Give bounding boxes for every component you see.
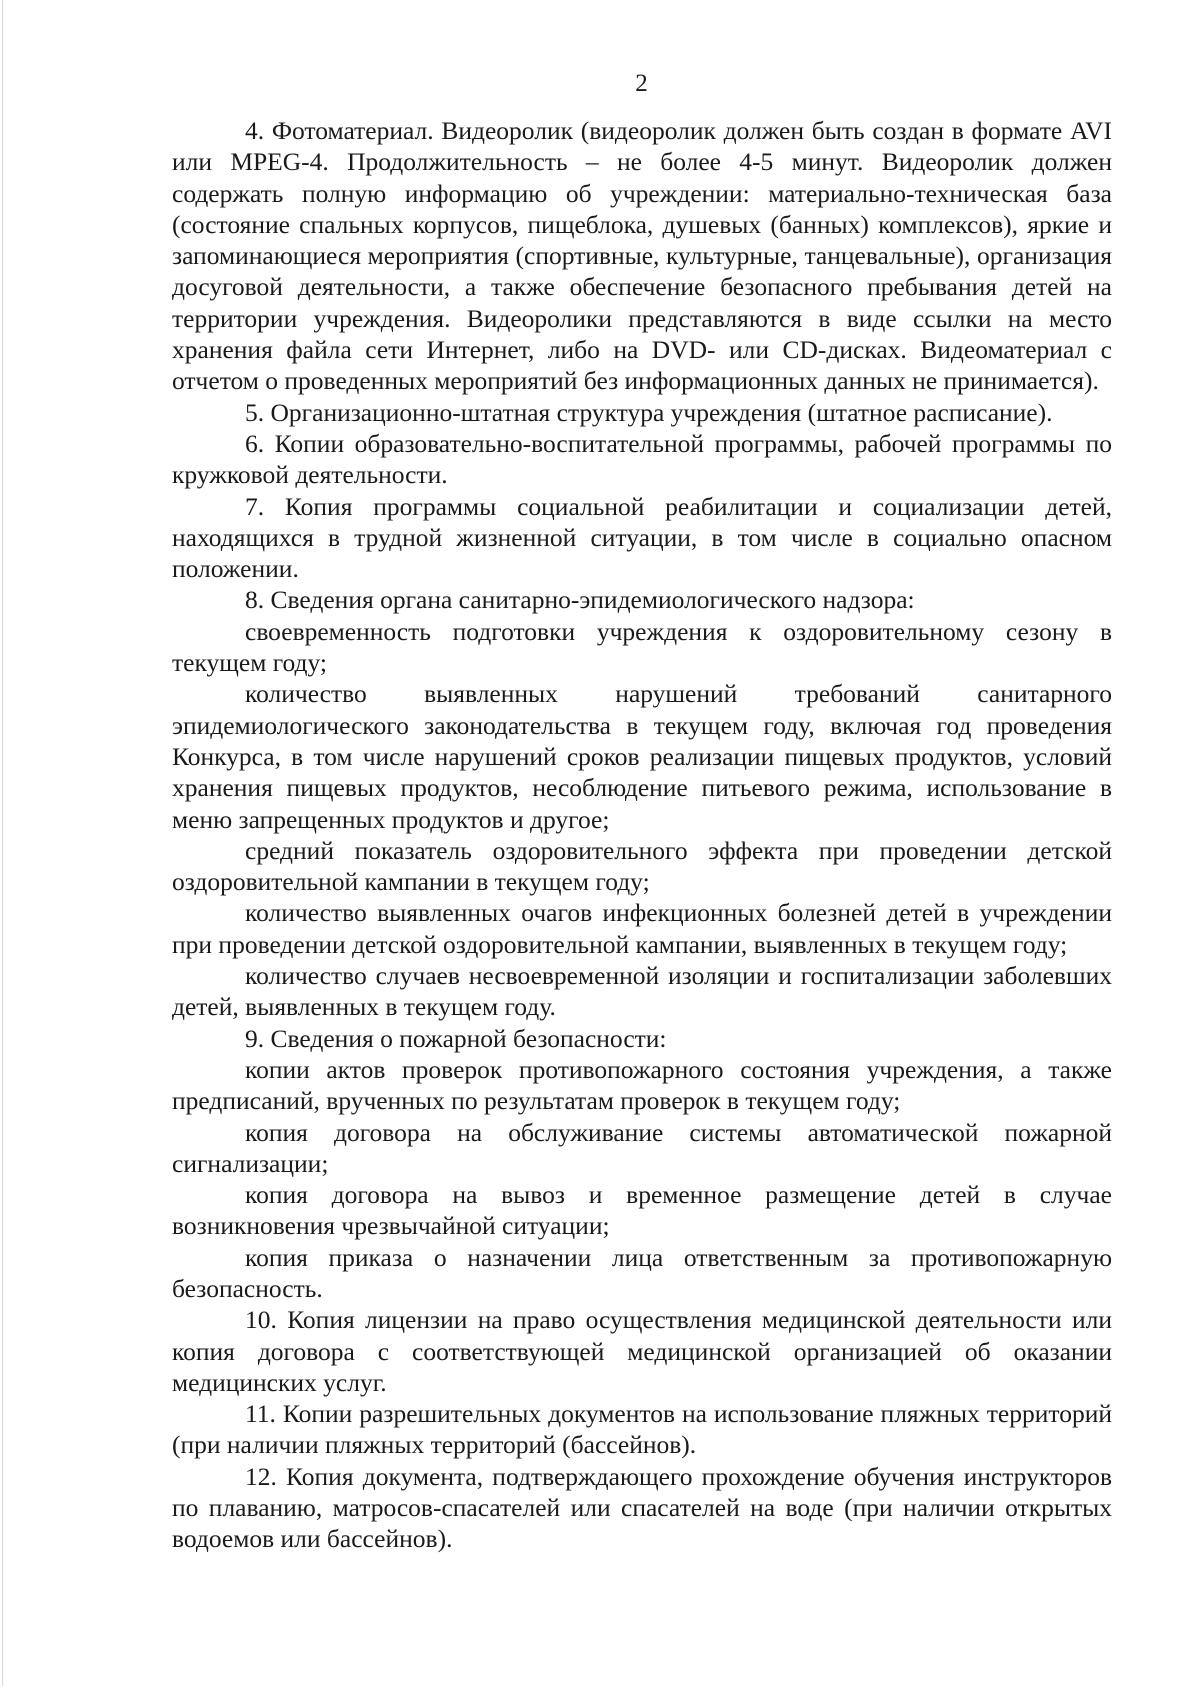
- paragraph-item-8-infection-foci: количество выявленных очагов инфекционных болезней детей в учреждении при проведении детской оздоровительной кампании, выявленных в текущем году;: [172, 898, 1112, 959]
- paragraph-item-8-health-effect: средний показатель оздоровительного эффекта при проведении детской оздоровительной кампании в текущем году;: [172, 835, 1112, 897]
- paragraph-item-8-timeliness: своевременность подготовки учреждения к оздоровительному сезону в текущем году;: [172, 616, 1112, 678]
- paragraph-item-9-evacuation-contract: копия договора на вывоз и временное размещение детей в случае возникновения чрезвычайной ситуации;: [172, 1180, 1112, 1241]
- paragraph-item-8: 8. Сведения органа санитарно-эпидемиологического надзора:: [245, 585, 915, 615]
- paragraph-item-9-responsible-order: копия приказа о назначении лица ответственным за противопожарную безопасность.: [172, 1242, 1112, 1303]
- paragraph-item-10: 10. Копия лицензии на право осуществления медицинской деятельности или копия договора с соответствующей медицинской организацией об оказании медицинских услуг.: [172, 1305, 1112, 1397]
- paragraph-item-4: 4. Фотоматериал. Видеоролик (видеоролик должен быть создан в формате AVI или MPEG-4. Продолжительность – не более 4-5 минут. Видеоролик должен содержать полную информацию об учреждении: материально-техническая база (состояние спальных корпусов, пищеблока, душевых (банных) комплексов), яркие и запоминающиеся мероприятия (спортивные, культурные, танцевальные), организация досуговой деятельности, а также обеспечение безопасного пребывания детей на территории учреждения. Видеоролики представляются в виде ссылки на место хранения файла сети Интернет, либо на DVD- или CD-дисках. Видеоматериал с отчетом о проведенных мероприятий без информационных данных не принимается).: [172, 116, 1112, 396]
- paragraph-item-8-isolation: количество случаев несвоевременной изоляции и госпитализации заболевших детей, выявленных в текущем году.: [172, 961, 1112, 1022]
- paragraph-item-6: 6. Копии образовательно-воспитательной программы, рабочей программы по кружковой деятельности.: [172, 428, 1112, 490]
- paragraph-item-9: 9. Сведения о пожарной безопасности:: [245, 1023, 667, 1053]
- paragraph-item-5: 5. Организационно-штатная структура учреждения (штатное расписание).: [245, 397, 1053, 427]
- paragraph-item-9-inspection-acts: копии актов проверок противопожарного состояния учреждения, а также предписаний, врученных по результатам проверок в текущем году;: [172, 1054, 1112, 1116]
- paragraph-item-12: 12. Копия документа, подтверждающего прохождение обучения инструкторов по плаванию, матросов-спасателей или спасателей на воде (при наличии открытых водоемов или бассейнов).: [172, 1461, 1112, 1554]
- paragraph-item-7: 7. Копия программы социальной реабилитации и социализации детей, находящихся в трудной жизненной ситуации, в том числе в социально опасном положении.: [172, 491, 1112, 584]
- paragraph-item-9-alarm-contract: копия договора на обслуживание системы автоматической пожарной сигнализации;: [172, 1117, 1112, 1178]
- paragraph-item-11: 11. Копии разрешительных документов на использование пляжных территорий (при наличии пляжных территорий (бассейнов).: [172, 1399, 1112, 1460]
- paragraph-item-8-violations: количество выявленных нарушений требований санитарного эпидемиологического законодательства в текущем году, включая год проведения Конкурса, в том числе нарушений сроков реализации пищевых продуктов, условий хранения пищевых продуктов, несоблюдение питьевого режима, использование в меню запрещенных продуктов и другое;: [172, 679, 1112, 834]
- document-body: [172, 115, 1112, 1555]
- page-number: 2: [635, 70, 648, 97]
- scan-edge-line: [2, 0, 3, 1686]
